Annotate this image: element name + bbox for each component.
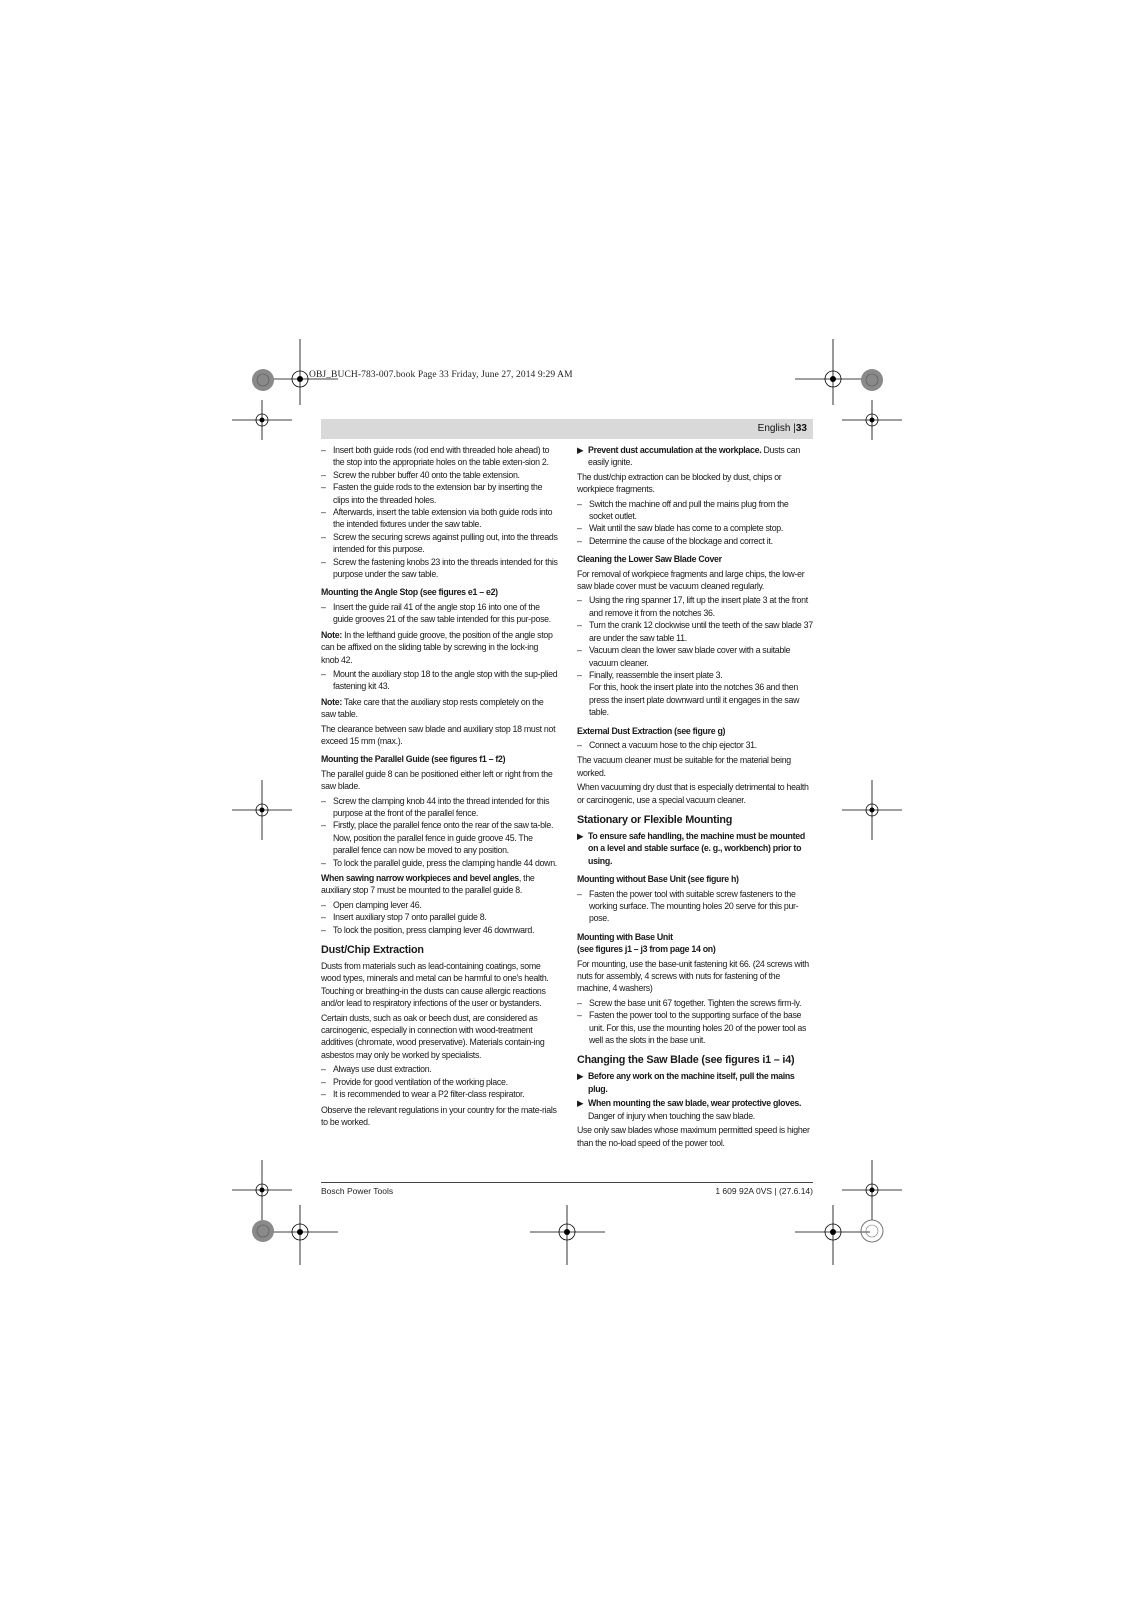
paragraph: The clearance between saw blade and auxiliary stop 18 must not exceed 15 mm (max.).	[321, 723, 556, 746]
list-item: – Turn the crank 12 clockwise until the teeth of the saw blade 37 are under the saw table 11.	[577, 619, 814, 644]
page-label	[758, 423, 807, 434]
paragraph: When sawing narrow workpieces and bevel angles, the auxiliary stop 7 must be mounted to the parallel guide 8.	[321, 873, 535, 896]
blockage-list	[577, 498, 814, 548]
list-item: – Always use dust extraction.	[321, 1063, 558, 1075]
paragraph: For mounting, use the base-unit fastening kit 66. (24 screws with nuts for assembly, 4 screws with nuts for fastening of the machine, 4 washers)	[577, 958, 809, 994]
paragraph: Certain dusts, such as oak or beech dust, are considered as carcinogenic, especially in connection with wood-treatment additives (chromate, wood preservative). Materials contain-ing asbestos may only be worked by specialists.	[321, 1012, 545, 1060]
clamping-list	[321, 899, 558, 936]
heading-cleaning: Cleaning the Lower Saw Blade Cover	[577, 554, 722, 565]
paragraph: For removal of workpiece fragments and large chips, the low-er saw blade cover must be vacuum cleaned regularly.	[577, 568, 805, 592]
list-item: – Screw the rubber buffer 40 onto the table extension.	[321, 469, 558, 481]
list-item: – It is recommended to wear a P2 filter-class respirator.	[321, 1088, 558, 1100]
list-item: – To lock the parallel guide, press the clamping handle 44 down.	[321, 857, 558, 869]
heading-mounting-without-base: Mounting without Base Unit (see figure h)	[577, 874, 739, 885]
warning-item: ▶ When mounting the saw blade, wear protective gloves. Danger of injury when touching the saw blade.	[577, 1098, 802, 1121]
page-number: 33	[795, 423, 807, 434]
list-item: – Vacuum clean the lower saw blade cover with a suitable vacuum cleaner.	[577, 644, 814, 669]
warning-item: ▶ Before any work on the machine itself, pull the mains plug.	[577, 1071, 795, 1094]
heading-changing-saw-blade: Changing the Saw Blade (see figures i1 – i4)	[577, 1054, 795, 1067]
heading-dust-extraction: Dust/Chip Extraction	[321, 944, 424, 957]
heading-stationary-mounting: Stationary or Flexible Mounting	[577, 813, 733, 826]
parallel-guide-list	[321, 795, 558, 869]
list-item: – Insert the guide rail 41 of the angle stop 16 into one of the guide grooves 21 of the saw table intended for this pur-pose.	[321, 601, 558, 626]
list-item: – Wait until the saw blade has come to a complete stop.	[577, 522, 814, 534]
note-paragraph: Note: Take care that the auxiliary stop rests completely on the saw table.	[321, 696, 544, 720]
guide-rods-list	[321, 444, 558, 580]
language-label: English	[757, 423, 791, 434]
left-column	[321, 444, 558, 1130]
page-separator: |	[793, 423, 796, 434]
list-item: – Fasten the power tool with suitable screw fasteners to the working surface. The mounting holes 20 serve for this pur-pose.	[577, 888, 814, 925]
heading-angle-stop: Mounting the Angle Stop (see figures e1 – e2)	[321, 587, 498, 598]
heading-external-dust: External Dust Extraction (see figure g)	[577, 725, 726, 736]
paragraph: The vacuum cleaner must be suitable for the material being worked.	[577, 755, 791, 778]
warning-item: ▶ To ensure safe handling, the machine must be mounted on a level and stable surface (e. g., workbench) prior to using.	[577, 830, 805, 866]
list-item: – Screw the base unit 67 together. Tighten the screws firm-ly.	[577, 997, 814, 1009]
list-item: – Firstly, place the parallel fence onto the rear of the saw ta-ble. Now, position the parallel fence in guide groove 45. The parallel fence can now be moved to any position.	[321, 819, 558, 856]
footer-doc-number: 1 609 92A 0VS | (27.6.14)	[715, 1186, 813, 1196]
list-item: – Afterwards, insert the table extension via both guide rods into the intended fixtures under the saw table.	[321, 506, 558, 531]
list-item: – Fasten the power tool to the supporting surface of the base unit. For this, use the mounting holes 20 of the power tool as well as the slots in the base unit.	[577, 1009, 814, 1046]
warning-triangle-icon: ▶	[577, 830, 584, 841]
paragraph: The parallel guide 8 can be positioned either left or right from the saw blade.	[321, 768, 553, 792]
mounting-with-base-list	[577, 997, 814, 1047]
list-item: – Connect a vacuum hose to the chip ejector 31.	[577, 739, 814, 751]
heading-parallel-guide: Mounting the Parallel Guide (see figures f1 – f2)	[321, 754, 506, 765]
list-item: – Insert auxiliary stop 7 onto parallel guide 8.	[321, 911, 558, 923]
list-item: – Open clamping lever 46.	[321, 899, 558, 911]
angle-stop-list	[321, 601, 558, 626]
footer-publisher: Bosch Power Tools	[321, 1186, 394, 1196]
warning-item: ▶ Prevent dust accumulation at the workplace. Dusts can easily ignite.	[577, 445, 800, 468]
list-item: – Finally, reassemble the insert plate 3.	[577, 669, 814, 681]
print-slug: OBJ_BUCH-783-007.book Page 33 Friday, June 27, 2014 9:29 AM	[309, 370, 573, 380]
list-item: – Screw the clamping knob 44 into the thread intended for this purpose at the front of the parallel fence.	[321, 795, 558, 820]
paragraph: The dust/chip extraction can be blocked by dust, chips or workpiece fragments.	[577, 471, 782, 495]
list-item: – Fasten the guide rods to the extension bar by inserting the clips into the threaded holes.	[321, 481, 558, 506]
warning-triangle-icon: ▶	[577, 445, 584, 455]
list-item: – Switch the machine off and pull the mains plug from the socket outlet.	[577, 498, 814, 523]
footer-rule	[321, 1182, 813, 1183]
list-item: – Insert both guide rods (rod end with threaded hole ahead) to the stop into the appropriate holes on the table exten-sion 2.	[321, 444, 558, 469]
list-item-continuation: For this, hook the insert plate into the notches 36 and then press the insert plate downward until it engages in the saw table.	[589, 682, 800, 718]
paragraph: Observe the relevant regulations in your country for the mate-rials to be worked.	[321, 1104, 557, 1127]
page-header-bar	[321, 419, 813, 439]
list-item: – Using the ring spanner 17, lift up the insert plate 3 at the front and remove it from the notches 36.	[577, 594, 814, 619]
paragraph: Use only saw blades whose maximum permitted speed is higher than the no-load speed of the power tool.	[577, 1125, 810, 1148]
right-column	[577, 444, 814, 1151]
paragraph: When vacuuming dry dust that is especially detrimental to health or carcinogenic, use a special vacuum cleaner.	[577, 782, 809, 805]
note-paragraph: Note: In the lefthand guide groove, the position of the angle stop can be affixed on the sliding table by screwing in the lock-ing knob 42.	[321, 629, 553, 665]
list-item: – Determine the cause of the blockage and correct it.	[577, 535, 814, 547]
list-item: – Mount the auxiliary stop 18 to the angle stop with the sup-plied fastening kit 43.	[321, 668, 558, 693]
list-item: – To lock the position, press clamping lever 46 downward.	[321, 924, 558, 936]
warning-triangle-icon: ▶	[577, 1071, 584, 1082]
warning-triangle-icon: ▶	[577, 1098, 584, 1109]
list-item: – Screw the securing screws against pulling out, into the threads intended for this purpose.	[321, 531, 558, 556]
cleaning-list	[577, 594, 814, 718]
mounting-without-base-list	[577, 888, 814, 925]
dust-list	[321, 1063, 558, 1100]
list-item: – Screw the fastening knobs 23 into the threads intended for this purpose under the saw table.	[321, 556, 558, 581]
heading-mounting-with-base: Mounting with Base Unit (see figures j1 – j3 from page 14 on)	[577, 931, 716, 955]
external-dust-list	[577, 739, 814, 751]
auxiliary-stop-list	[321, 668, 558, 693]
list-item: – Provide for good ventilation of the working place.	[321, 1076, 558, 1088]
paragraph: Dusts from materials such as lead-containing coatings, some wood types, minerals and metal can be harmful to one's health. Touching or breathing-in the dusts can cause allergic reactions and/or lead to respiratory infections of the user or bystanders.	[321, 961, 549, 1009]
